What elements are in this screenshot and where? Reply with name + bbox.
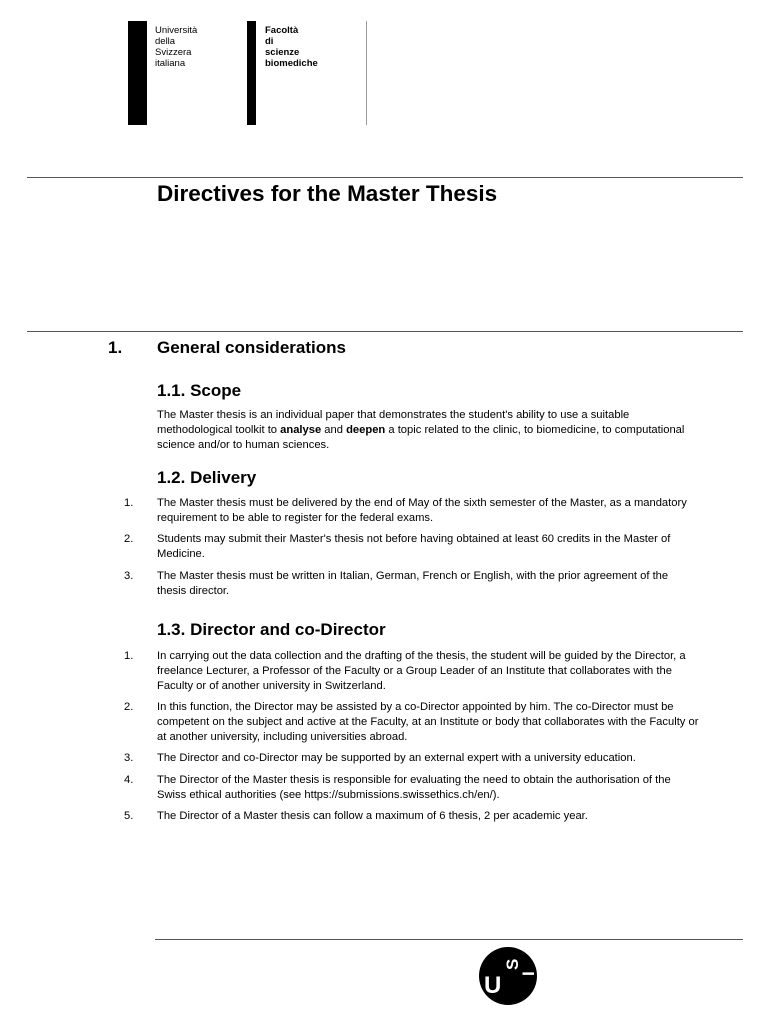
delivery-heading: 1.2. Delivery [157, 468, 257, 487]
logo-divider [366, 21, 367, 125]
list-item-number: 5. [124, 810, 134, 823]
university-name [155, 25, 197, 69]
list-item-text: Students may submit their Master's thesis not before having obtained at least 60 credits in the Master of Medicine. [157, 533, 671, 561]
logo-bar-right [247, 21, 256, 125]
list-item [120, 532, 700, 562]
list-item [120, 809, 700, 824]
list-item [120, 649, 700, 693]
usi-logo-letter-s: S [503, 958, 522, 970]
list-item-text: In this function, the Director may be assisted by a co-Director appointed by him. The co-Director must be competent on the subject and active at the Faculty, at an Institute or body that collaborates with the Faculty or at another university, including universities abroad. [157, 701, 699, 743]
section-title: General considerations [157, 338, 346, 357]
director-heading: 1.3. Director and co-Director [157, 620, 386, 639]
list-item-number: 3. [124, 752, 134, 765]
title-rule-top [27, 177, 743, 178]
university-line: italiana [155, 58, 186, 69]
scope-heading: 1.1. Scope [157, 381, 242, 400]
university-line: Università [155, 25, 198, 36]
list-item-text: In carrying out the data collection and the drafting of the thesis, the student will be guided by the Director, a freelance Lecturer, a Professor of the Faculty or a Group Leader of an Institute that collaborates with the Faculty or of another university in Switzerland. [157, 650, 686, 692]
footer-rule [155, 939, 743, 940]
scope-bold-deepen: deepen [346, 423, 386, 436]
list-item-number: 4. [124, 773, 134, 786]
usi-logo-letter-i: I [519, 971, 538, 976]
list-item-number: 3. [124, 569, 134, 582]
university-line: della [155, 36, 176, 47]
faculty-line: di [265, 36, 274, 47]
list-item [120, 569, 700, 599]
university-line: Svizzera [155, 47, 192, 58]
scope-text: a topic related to the clinic, to biomedicine, to computational science and/or to human sciences. [157, 423, 685, 451]
list-item-number: 1. [124, 497, 134, 509]
usi-logo-icon [478, 946, 538, 1006]
list-item-text: The Master thesis must be delivered by the end of May of the sixth semester of the Master, as a mandatory requirement to be able to register for the federal exams. [157, 497, 687, 524]
list-item-text: The Director of the Master thesis is responsible for evaluating the need to obtain the authorisation of the Swiss ethical authorities (see https://submissions.swissethics.ch/en/). [157, 773, 671, 801]
faculty-line: scienze [265, 47, 300, 58]
logo-bar-left [128, 21, 147, 125]
list-item-number: 1. [124, 650, 134, 662]
usi-logo-letter-u: U [484, 972, 502, 999]
list-item [120, 751, 700, 766]
scope-paragraph [157, 408, 692, 452]
delivery-list [120, 496, 700, 605]
list-item-text: The Master thesis must be written in Italian, German, French or English, with the prior agreement of the thesis director. [157, 569, 669, 597]
scope-bold-analyse: analyse [280, 423, 322, 436]
faculty-name [265, 25, 318, 69]
list-item [120, 496, 700, 526]
section-number: 1. [108, 338, 123, 357]
faculty-line: biomediche [265, 58, 318, 69]
director-list [120, 649, 700, 831]
list-item-number: 2. [124, 533, 134, 546]
scope-text: The Master thesis is an individual paper that demonstrates the student's ability to use a suitable methodological toolkit to [157, 409, 630, 436]
list-item [120, 700, 700, 744]
list-item-text: The Director and co-Director may be supported by an external expert with a university education. [157, 752, 636, 765]
section-rule [27, 331, 743, 332]
list-item-text: The Director of a Master thesis can follow a maximum of 6 thesis, 2 per academic year. [157, 810, 588, 823]
faculty-line: Facoltà [265, 25, 299, 36]
scope-text: and [321, 423, 347, 436]
list-item [120, 773, 700, 803]
list-item-number: 2. [124, 701, 134, 714]
document-title: Directives for the Master Thesis [157, 181, 498, 206]
